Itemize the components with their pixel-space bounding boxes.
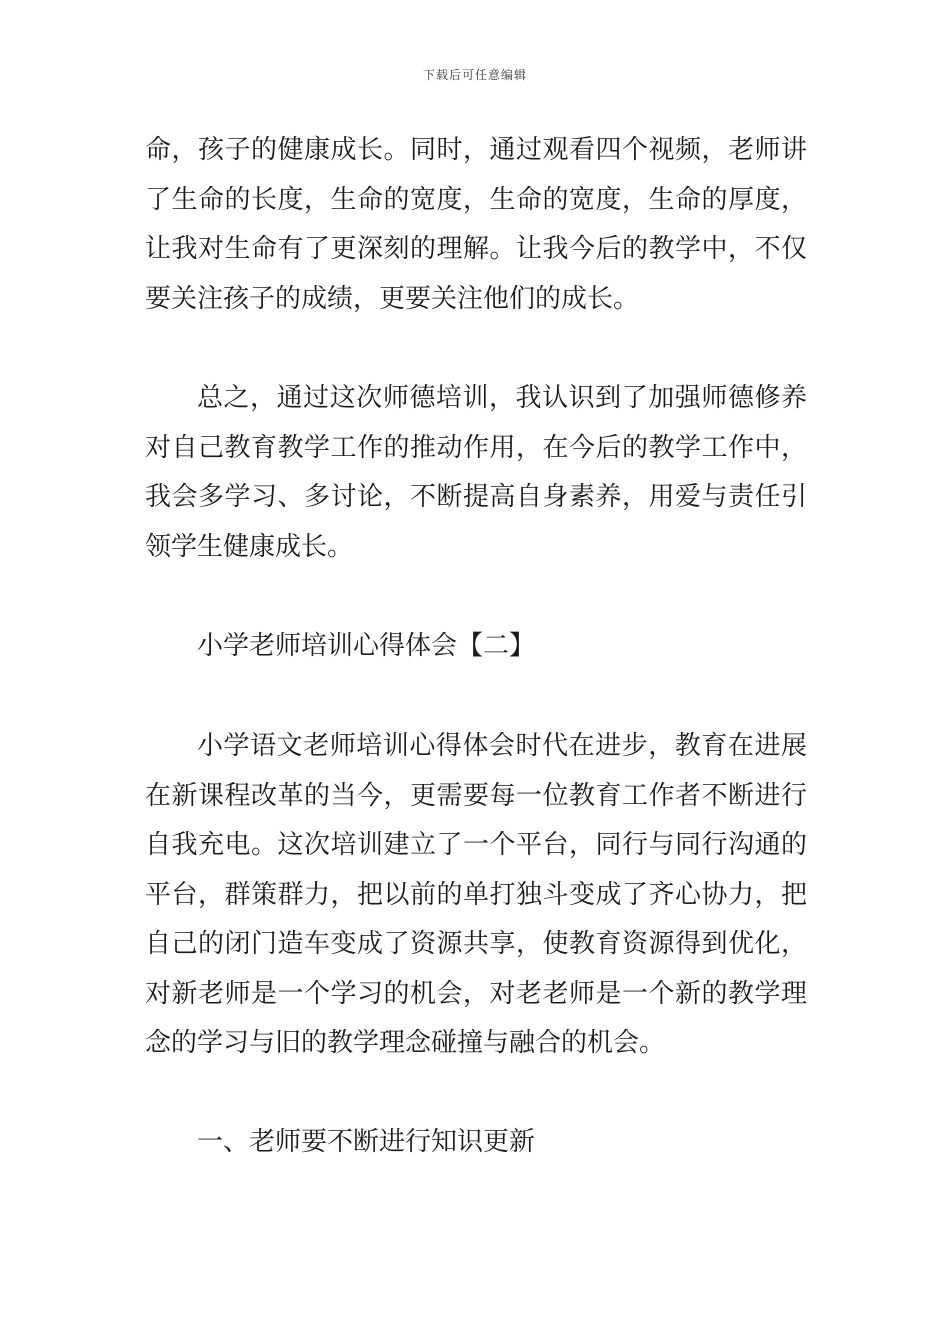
paragraph-chinese-teacher-training: 小学语文老师培训心得体会时代在进步，教育在进展在新课程改革的当今，更需要每一位教育工作者不断进行自我充电。这次培训建立了一个平台，同行与同行沟通的平台，群策群力，把以前的单打独斗变成了齐心协力，把自己的闭门造车变成了资源共享，使教育资源得到优化，对新老师是一个学习的机会，对老老师是一个新的教学理念的学习与旧的教学理念碰撞与融合的机会。 [145, 731, 807, 1058]
subheading-knowledge-update: 一、老师要不断进行知识更新 [197, 1127, 536, 1157]
paragraph-summary: 总之，通过这次师德培训，我认识到了加强师德修养对自己教育教学工作的推动作用，在今后的教学工作中，我会多学习、多讨论，不断提高自身素养，用爱与责任引领学生健康成长。 [145, 383, 807, 562]
section-heading-two: 小学老师培训心得体会【二】 [197, 631, 536, 661]
paragraph-continuation: 命，孩子的健康成长。同时，通过观看四个视频，老师讲了生命的长度，生命的宽度，生命的宽度，生命的厚度，让我对生命有了更深刻的理解。让我今后的教学中，不仅要关注孩子的成绩，更要关注他们的成长。 [145, 135, 807, 314]
page-header: 下载后可任意编辑 [422, 68, 527, 82]
